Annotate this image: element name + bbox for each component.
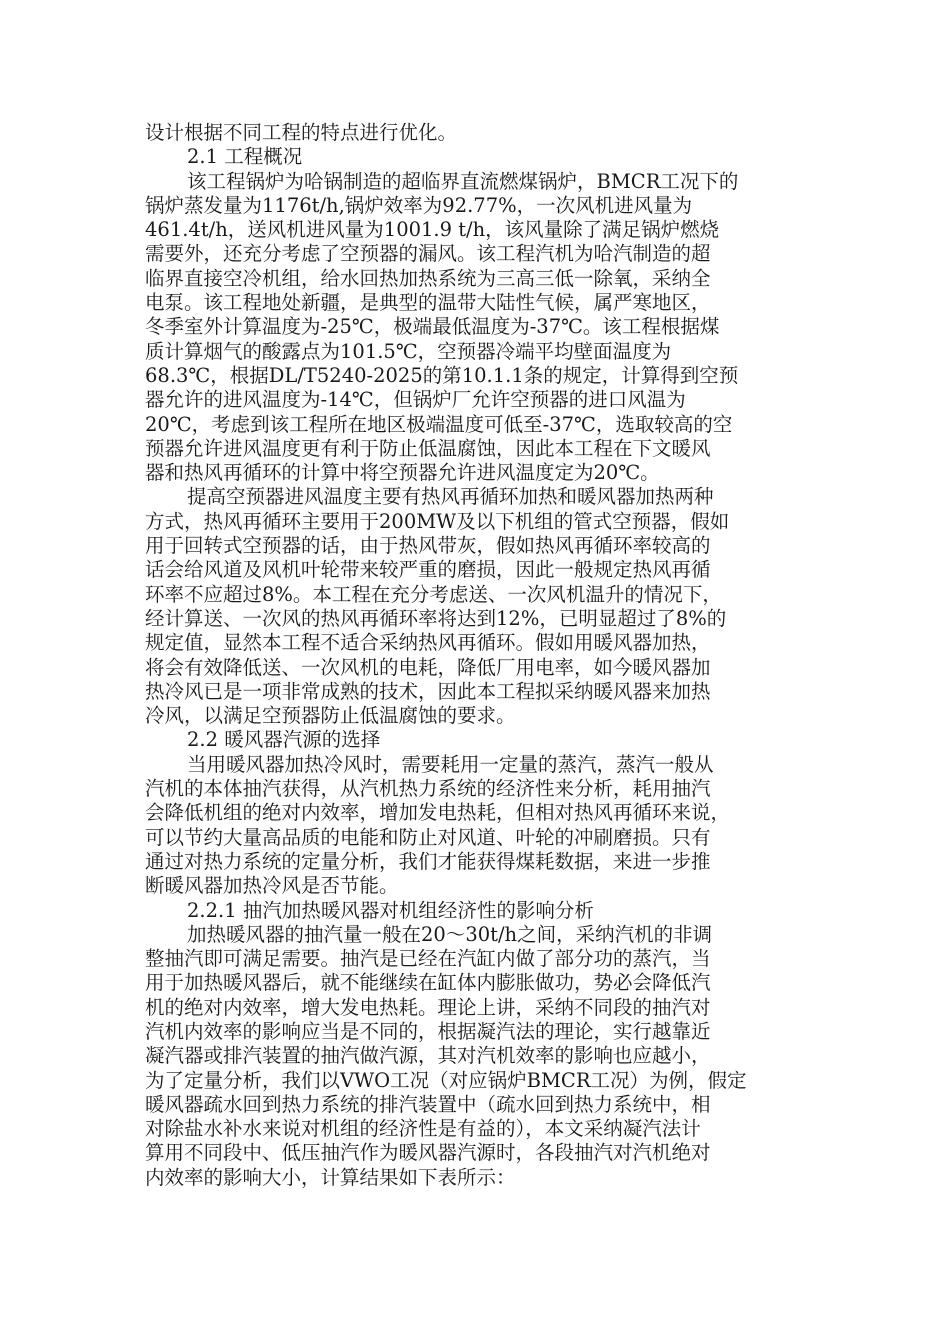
text-line: 锅炉蒸发量为1176t/h,锅炉效率为92.77%，一次风机进风量为 [145,193,693,217]
text-line: 环率不应超过8%。本工程在充分考虑送、一次风机温升的情况下， [145,582,722,606]
text-line: 冷风，以满足空预器防止低温腐蚀的要求。 [145,704,516,728]
text-line: 设计根据不同工程的特点进行优化。 [145,121,458,144]
text-line: 预器允许进风温度更有利于防止低温腐蚀，因此本工程在下文暖风 [145,436,711,460]
text-line: 内效率的影响大小，计算结果如下表所示： [145,1165,516,1189]
text-line: 需要外，还充分考虑了空预器的漏风。该工程汽机为哈汽制造的超 [145,242,711,266]
text-line: 电泵。该工程地处新疆，是典型的温带大陆性气候，属严寒地区， [145,291,711,315]
text-line: 会降低机组的绝对内效率，增加发电热耗，但相对热风再循环来说， [145,801,731,825]
text-line: 该工程锅炉为哈锅制造的超临界直流燃煤锅炉，BMCR工况下的 [187,169,739,193]
text-line: 暖风器疏水回到热力系统的排汽装置中（疏水回到热力系统中，相 [145,1092,711,1116]
text-line: 整抽汽即可满足需要。抽汽是已经在汽缸内做了部分功的蒸汽，当 [145,947,711,971]
text-line: 用于回转式空预器的话，由于热风带灰，假如热风再循环率较高的 [145,534,711,558]
text-line: 冬季室外计算温度为-25℃，极端最低温度为-37℃。该工程根据煤 [145,315,720,339]
text-line: 461.4t/h，送风机进风量为1001.9 t/h，该风量除了满足锅炉燃烧 [145,218,720,242]
text-line: 临界直接空冷机组，给水回热加热系统为三高三低一除氧，采纳全 [145,266,711,290]
text-line: 话会给风道及风机叶轮带来较严重的磨损，因此一般规定热风再循 [145,558,711,582]
text-line: 提高空预器进风温度主要有热风再循环加热和暖风器加热两种 [187,485,714,509]
text-line: 器允许的进风温度为-14℃，但锅炉厂允许空预器的进口风温为 [145,388,686,412]
text-line: 20℃，考虑到该工程所在地区极端温度可低至-37℃，选取较高的空 [145,412,733,436]
document-body [145,121,815,1190]
text-line: 可以节约大量高品质的电能和防止对风道、叶轮的冲刷磨损。只有 [145,825,711,849]
text-line: 对除盐水补水来说对机组的经济性是有益的），本文采纳凝汽法计 [145,1117,701,1141]
text-line: 凝汽器或排汽装置的抽汽做汽源，其对汽机效率的影响也应越小， [145,1044,711,1068]
text-line: 热冷风已是一项非常成熟的技术，因此本工程拟采纳暖风器来加热 [145,679,711,703]
text-line: 经计算送、一次风的热风再循环率将达到12%，已明显超过了8%的 [145,606,727,630]
text-line: 方式，热风再循环主要用于200MW及以下机组的管式空预器，假如 [145,509,730,533]
text-line: 加热暖风器的抽汽量一般在20～30t/h之间，采纳汽机的非调 [187,922,713,946]
text-line: 算用不同段中、低压抽汽作为暖风器汽源时，各段抽汽对汽机绝对 [145,1141,711,1165]
text-line: 2.2.1 抽汽加热暖风器对机组经济性的影响分析 [187,898,594,922]
text-line: 规定值，显然本工程不适合采纳热风再循环。假如用暖风器加热， [145,631,711,655]
text-line: 质计算烟气的酸露点为101.5℃，空预器冷端平均壁面温度为 [145,339,672,363]
text-line: 用于加热暖风器后，就不能继续在缸体内膨胀做功，势必会降低汽 [145,971,711,995]
text-line: 通过对热力系统的定量分析，我们才能获得煤耗数据，来进一步推 [145,849,711,873]
text-line: 2.1 工程概况 [187,145,303,169]
text-line: 为了定量分析，我们以VWO工况（对应锅炉BMCR工况）为例，假定 [145,1068,747,1092]
text-line: 汽机内效率的影响应当是不同的，根据凝汽法的理论，实行越靠近 [145,1019,711,1043]
text-line: 断暖风器加热冷风是否节能。 [145,874,399,898]
text-line: 机的绝对内效率，增大发电热耗。理论上讲，采纳不同段的抽汽对 [145,995,711,1019]
text-line: 将会有效降低送、一次风机的电耗，降低厂用电率，如今暖风器加 [145,655,711,679]
text-line: 当用暖风器加热冷风时，需要耗用一定量的蒸汽，蒸汽一般从 [187,752,714,776]
text-line: 2.2 暖风器汽源的选择 [187,728,381,752]
text-line: 汽机的本体抽汽获得，从汽机热力系统的经济性来分析，耗用抽汽 [145,777,711,801]
text-lines [145,121,815,1190]
text-line: 器和热风再循环的计算中将空预器允许进风温度定为20℃。 [145,461,660,485]
text-line: 68.3℃，根据DL/T5240-2025的第10.1.1条的规定，计算得到空预 [145,363,739,387]
